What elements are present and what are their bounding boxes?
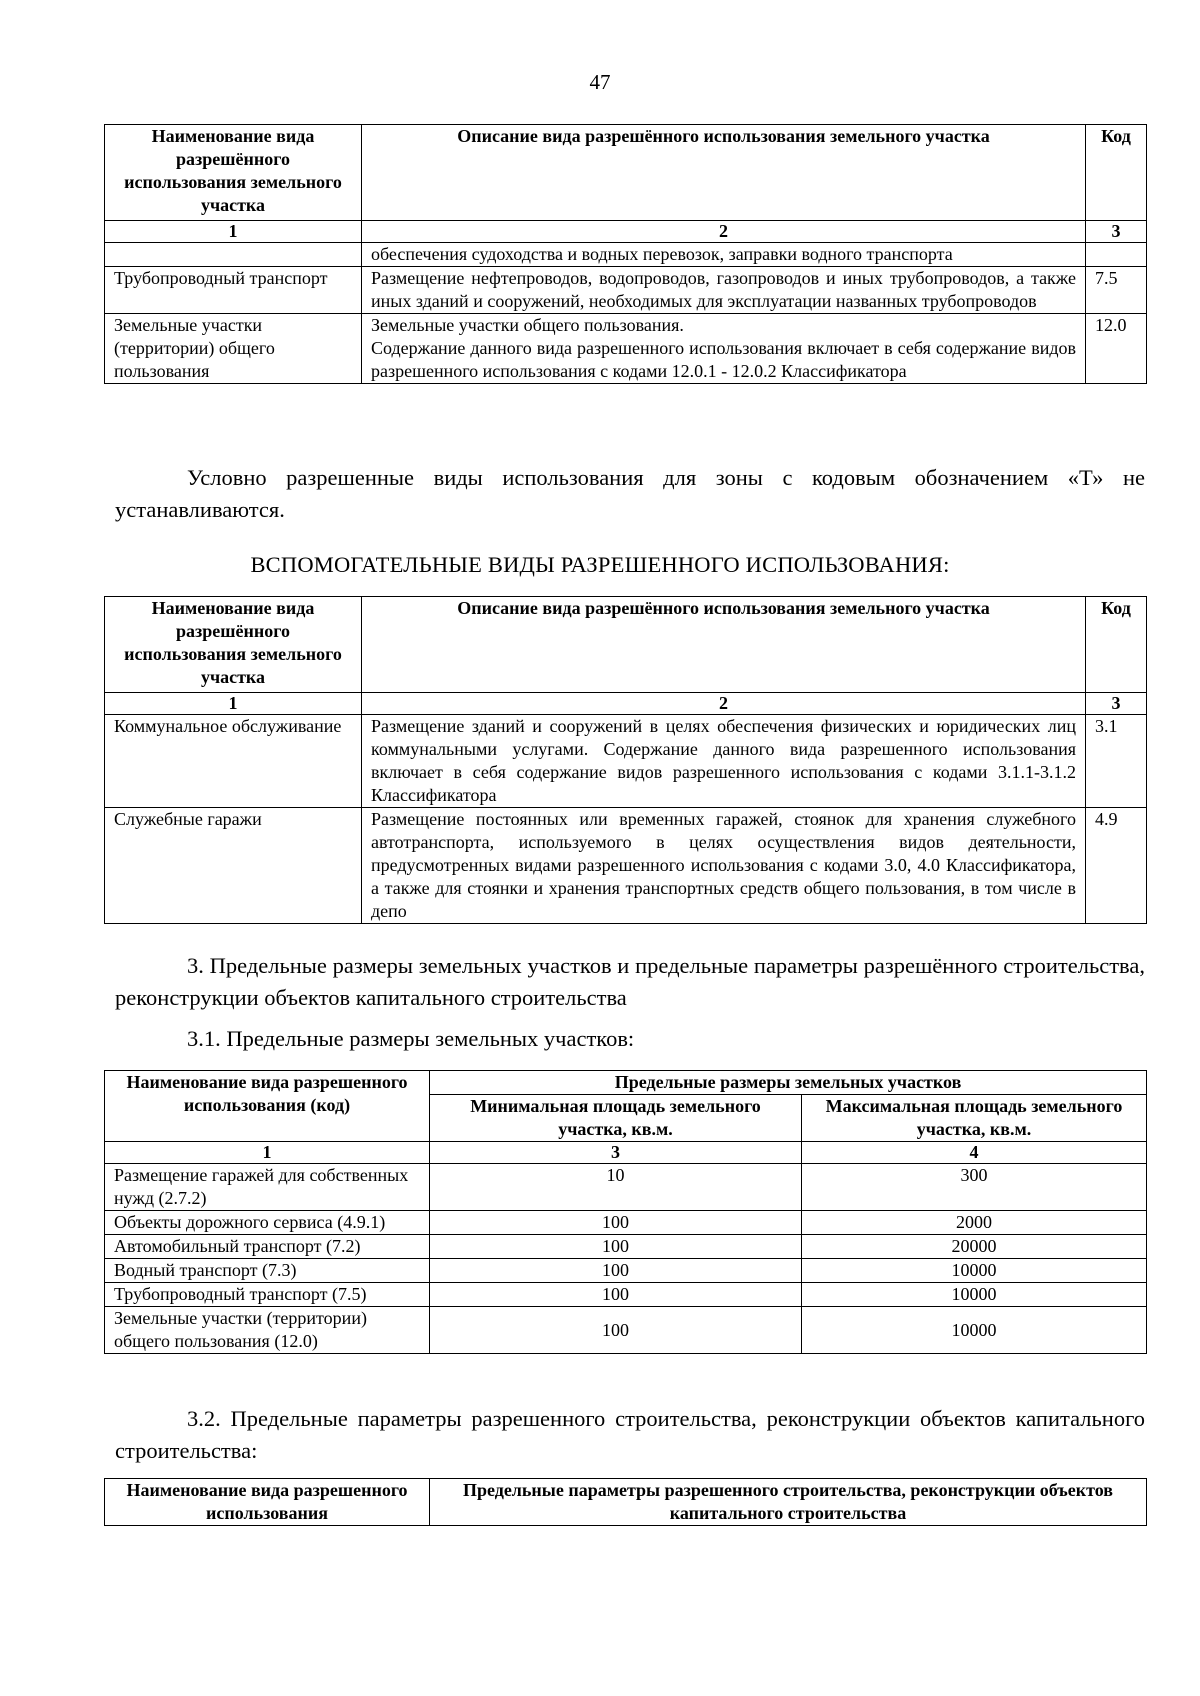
section-3-title: 3. Предельные размеры земельных участков и предельные параметры разрешённого строительства, реконструкции объектов капитального строительства — [115, 953, 1145, 1010]
construction-params-table — [104, 1478, 1147, 1526]
header-description: Описание вида разрешённого использования земельного участка — [362, 125, 1086, 221]
row-min-area: 100 — [430, 1211, 802, 1235]
table-row — [105, 1211, 1147, 1235]
header-group: Предельные размеры земельных участков — [430, 1071, 1147, 1095]
table-row — [105, 1283, 1147, 1307]
header-params: Предельные параметры разрешенного строительства, реконструкции объектов капитального строительства — [430, 1479, 1147, 1526]
row-name: Размещение гаражей для собственных нужд (2.7.2) — [105, 1164, 430, 1211]
row-name: Трубопроводный транспорт — [105, 267, 362, 314]
row-max-area: 2000 — [802, 1211, 1147, 1235]
row-min-area: 100 — [430, 1307, 802, 1354]
table-row — [105, 808, 1147, 924]
header-name: Наименование вида разрешенного использования (код) — [105, 1071, 430, 1142]
permitted-use-table — [104, 124, 1147, 384]
auxiliary-use-table — [104, 596, 1147, 924]
row-max-area: 20000 — [802, 1235, 1147, 1259]
table-row — [105, 1164, 1147, 1211]
row-description: Размещение постоянных или временных гаражей, стоянок для хранения служебного автотранспорта, используемого в целях осуществления видов деятельности, предусмотренных видами разрешенного использования с кодами 3.0, 4.0 Классификатора, а также для стоянки и хранения транспортных средств общего пользования, в том числе в депо — [362, 808, 1086, 924]
row-max-area: 10000 — [802, 1283, 1147, 1307]
page-number: 47 — [589, 70, 611, 94]
row-max-area: 300 — [802, 1164, 1147, 1211]
row-name: Водный транспорт (7.3) — [105, 1259, 430, 1283]
row-description — [362, 314, 1086, 384]
row-name: Служебные гаражи — [105, 808, 362, 924]
col-number: 3 — [1086, 221, 1147, 243]
row-code: 4.9 — [1086, 808, 1147, 924]
table-row — [105, 715, 1147, 808]
row-name: Земельные участки (территории) общего пользования — [105, 314, 362, 384]
header-code: Код — [1086, 597, 1147, 693]
table-row — [105, 243, 1147, 267]
section-3-2-title: 3.2. Предельные параметры разрешенного строительства, реконструкции объектов капитального строительства: — [115, 1406, 1145, 1463]
section-3-1-title: 3.1. Предельные размеры земельных участков: — [187, 1026, 635, 1051]
col-number: 2 — [362, 221, 1086, 243]
row-min-area: 100 — [430, 1235, 802, 1259]
table-row — [105, 267, 1147, 314]
row-description-line: Земельные участки общего пользования. — [371, 315, 684, 335]
col-number: 4 — [802, 1142, 1147, 1164]
row-name: Трубопроводный транспорт (7.5) — [105, 1283, 430, 1307]
col-number: 1 — [105, 693, 362, 715]
auxiliary-heading: ВСПОМОГАТЕЛЬНЫЕ ВИДЫ РАЗРЕШЕННОГО ИСПОЛЬЗОВАНИЯ: — [250, 552, 950, 577]
table-row — [105, 1259, 1147, 1283]
row-code: 7.5 — [1086, 267, 1147, 314]
col-number: 2 — [362, 693, 1086, 715]
header-description: Описание вида разрешённого использования земельного участка — [362, 597, 1086, 693]
header-code: Код — [1086, 125, 1147, 221]
table-row — [105, 314, 1147, 384]
row-min-area: 100 — [430, 1283, 802, 1307]
col-number: 3 — [430, 1142, 802, 1164]
col-number: 3 — [1086, 693, 1147, 715]
header-max-area: Максимальная площадь земельного участка, кв.м. — [802, 1095, 1147, 1142]
row-code: 12.0 — [1086, 314, 1147, 384]
row-max-area: 10000 — [802, 1259, 1147, 1283]
header-name: Наименование вида разрешенного использования — [105, 1479, 430, 1526]
row-description: Размещение зданий и сооружений в целях обеспечения физических и юридических лиц коммунальными услугами. Содержание данного вида разрешенного использования включает в себя содержание видов разрешенного использования с кодами 3.1.1-3.1.2 Классификатора — [362, 715, 1086, 808]
plot-size-table — [104, 1070, 1147, 1354]
row-max-area: 10000 — [802, 1307, 1147, 1354]
row-name: Земельные участки (территории) общего пользования (12.0) — [105, 1307, 430, 1354]
header-name: Наименование вида разрешённого использования земельного участка — [105, 597, 362, 693]
row-name: Автомобильный транспорт (7.2) — [105, 1235, 430, 1259]
header-min-area: Минимальная площадь земельного участка, кв.м. — [430, 1095, 802, 1142]
header-name: Наименование вида разрешённого использования земельного участка — [105, 125, 362, 221]
row-code: 3.1 — [1086, 715, 1147, 808]
table-row — [105, 1307, 1147, 1354]
row-name: Коммунальное обслуживание — [105, 715, 362, 808]
row-description-line: Содержание данного вида разрешенного использования включает в себя содержание видов разрешенного использования с кодами 12.0.1 - 12.0.2 Классификатора — [371, 338, 1076, 381]
conditional-use-paragraph: Условно разрешенные виды использования для зоны с кодовым обозначением «Т» не устанавливаются. — [115, 465, 1145, 522]
col-number: 1 — [105, 1142, 430, 1164]
row-min-area: 100 — [430, 1259, 802, 1283]
table-row — [105, 1235, 1147, 1259]
row-description: Размещение нефтепроводов, водопроводов, газопроводов и иных трубопроводов, а также иных зданий и сооружений, необходимых для эксплуатации названных трубопроводов — [362, 267, 1086, 314]
row-min-area: 10 — [430, 1164, 802, 1211]
row-name: Объекты дорожного сервиса (4.9.1) — [105, 1211, 430, 1235]
row-description: обеспечения судоходства и водных перевозок, заправки водного транспорта — [362, 243, 1086, 267]
col-number: 1 — [105, 221, 362, 243]
